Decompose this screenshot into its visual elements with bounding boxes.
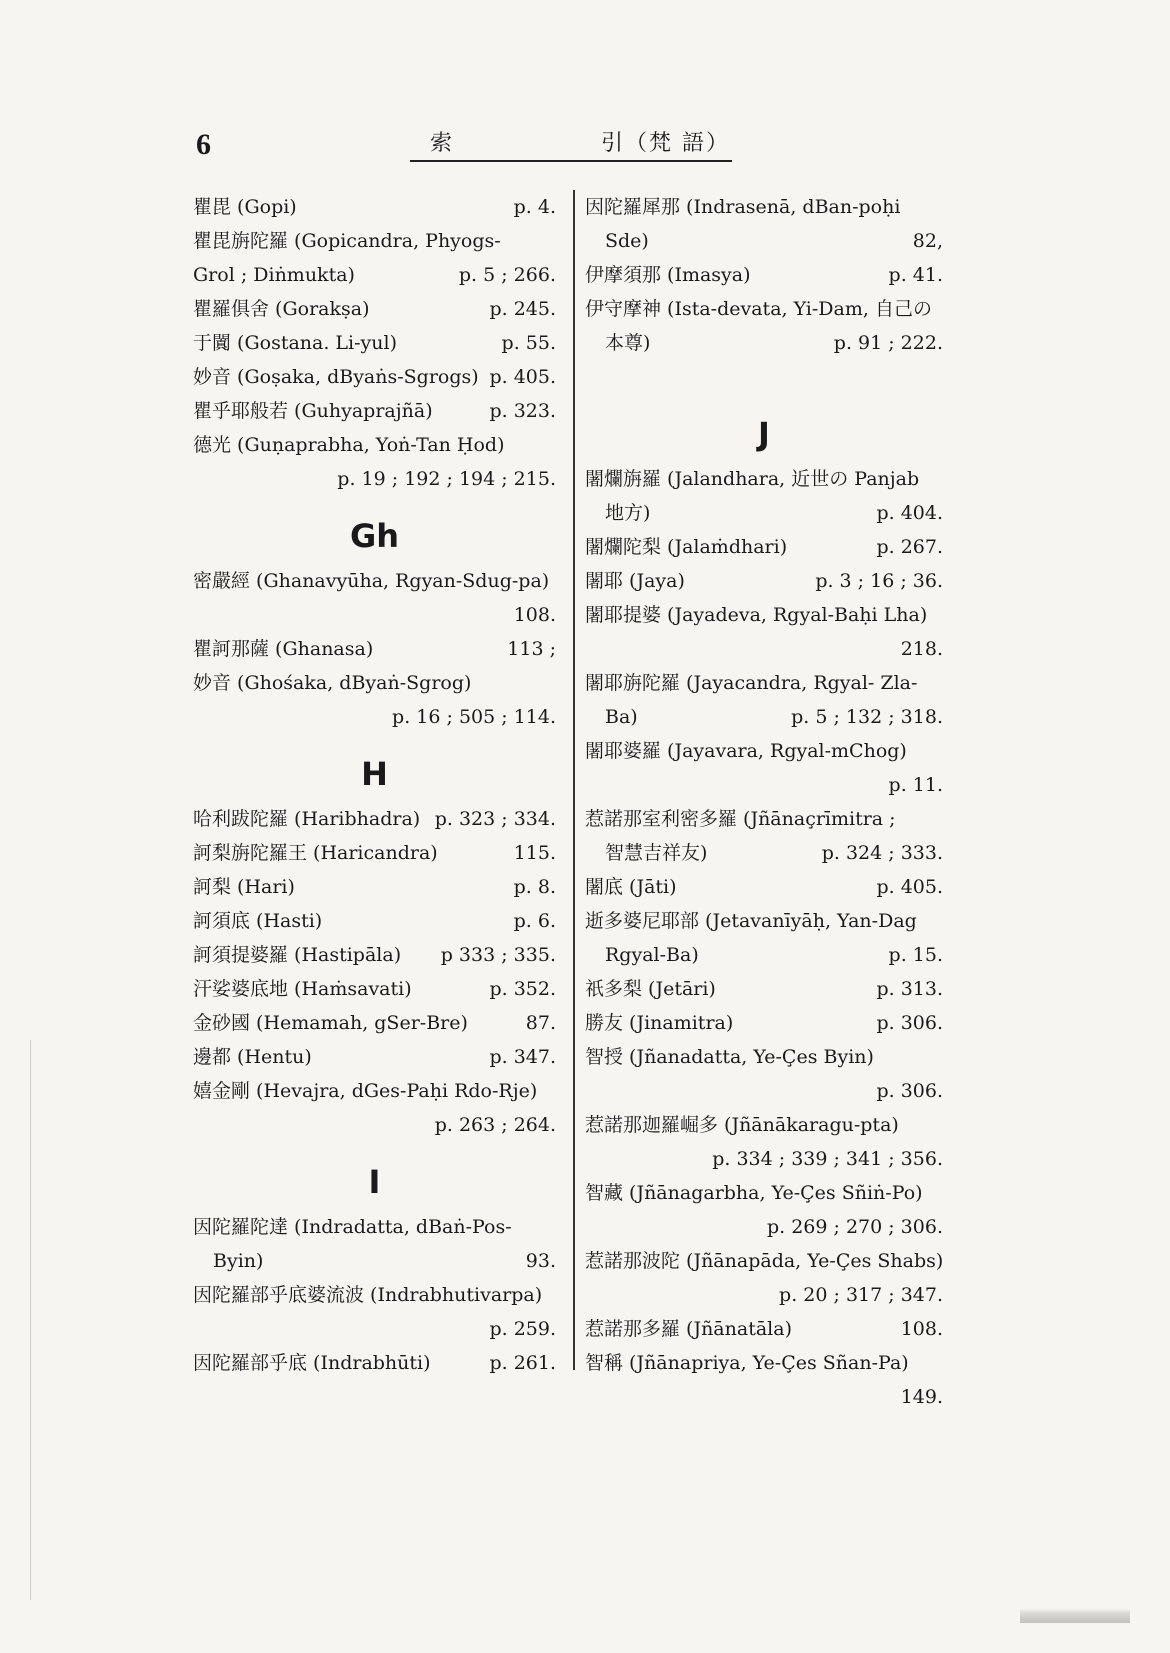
entry-term: 因陀羅部乎底 (Indrabhūti)	[193, 1352, 431, 1374]
index-line	[193, 258, 556, 292]
entry-term: 伊守摩神 (Ista-devata, Yi-Dam, 自己の	[585, 298, 932, 320]
index-line	[585, 1380, 943, 1414]
entry-term: 訶梨旃陀羅王 (Haricandra)	[193, 842, 438, 864]
entry-pages: p. 306.	[876, 1012, 943, 1034]
entry-pages: p. 334 ; 339 ; 341 ; 356.	[712, 1148, 943, 1170]
gh-entries	[193, 564, 556, 734]
index-line	[585, 1312, 943, 1346]
index-line	[585, 530, 943, 564]
index-line	[585, 1142, 943, 1176]
entry-term: 訶須提婆羅 (Hastipāla)	[193, 944, 402, 966]
index-line	[193, 1312, 556, 1346]
index-line	[585, 870, 943, 904]
entry-pages: p. 347.	[489, 1046, 556, 1068]
entry-term: 智藏 (Jñānagarbha, Ye-Çes Sñiṅ-Po)	[585, 1182, 923, 1204]
index-line	[585, 1244, 943, 1278]
entry-pages: 218.	[900, 638, 943, 660]
entry-term: 智稱 (Jñānapriya, Ye-Çes Sñan-Pa)	[585, 1352, 909, 1374]
entry-pages: 149.	[900, 1386, 943, 1408]
index-line	[193, 836, 556, 870]
index-line	[585, 496, 943, 530]
index-line	[193, 462, 556, 496]
entry-term: 惹諾那波陀 (Jñānapāda, Ye-Çes Shabs)	[585, 1250, 944, 1272]
entry-term: 哈利跋陀羅 (Haribhadra)	[193, 808, 421, 830]
index-line	[585, 836, 943, 870]
index-line	[585, 1346, 943, 1380]
entry-term: 逝多婆尼耶部 (Jetavanīyāḥ, Yan-Dag	[585, 910, 917, 932]
entry-pages: p. 269 ; 270 ; 306.	[766, 1216, 943, 1238]
index-line	[193, 326, 556, 360]
entry-term: 妙音 (Goṣaka, dByaṅs-Sgrogs)	[193, 366, 479, 388]
entry-pages: p. 11.	[888, 774, 943, 796]
index-line	[585, 326, 943, 360]
entry-term: 因陀羅陀達 (Indradatta, dBaṅ-Pos-	[193, 1216, 512, 1238]
entry-pages: p. 324 ; 333.	[821, 842, 943, 864]
index-line	[585, 666, 943, 700]
index-line	[585, 1040, 943, 1074]
index-line	[193, 1278, 556, 1312]
section-heading-i: I	[368, 1163, 381, 1201]
index-line	[585, 190, 943, 224]
index-line	[585, 938, 943, 972]
index-line	[585, 598, 943, 632]
index-line	[585, 802, 943, 836]
entry-term: 因陀羅部乎底婆流波 (Indrabhutivarpa)	[193, 1284, 543, 1306]
entry-pages: p. 19 ; 192 ; 194 ; 215.	[337, 468, 556, 490]
index-line	[193, 1108, 556, 1142]
index-line	[585, 564, 943, 598]
entry-pages: 82,	[912, 230, 943, 252]
index-line	[193, 598, 556, 632]
spacer	[585, 360, 943, 394]
index-line	[193, 666, 556, 700]
header-rule	[410, 160, 732, 162]
index-line	[193, 938, 556, 972]
entry-pages: p. 404.	[876, 502, 943, 524]
entry-pages: p. 20 ; 317 ; 347.	[779, 1284, 943, 1306]
entry-term: 伊摩須那 (Imasya)	[585, 264, 751, 286]
entry-term: 闍耶旃陀羅 (Jayacandra, Rgyal- Zla-	[585, 672, 918, 694]
entry-term: 邊都 (Hentu)	[193, 1046, 312, 1068]
index-line	[585, 292, 943, 326]
left-column	[193, 190, 556, 1380]
entry-pages: p. 3 ; 16 ; 36.	[815, 570, 943, 592]
index-line	[193, 394, 556, 428]
j-entries	[585, 462, 943, 1414]
entry-term: Sde)	[605, 230, 649, 252]
entry-term: 勝友 (Jinamitra)	[585, 1012, 734, 1034]
index-line	[193, 224, 556, 258]
entry-term: 智慧吉祥友)	[605, 842, 708, 864]
index-line	[585, 972, 943, 1006]
entry-term: 祇多梨 (Jetāri)	[585, 978, 716, 1000]
index-line	[193, 904, 556, 938]
entry-term: 地方)	[605, 502, 651, 524]
index-line	[585, 1074, 943, 1108]
entry-pages: 87.	[525, 1012, 556, 1034]
index-line	[193, 632, 556, 666]
index-line	[193, 1244, 556, 1278]
page-number: 6	[196, 128, 211, 161]
entry-term: Rgyal-Ba)	[605, 944, 699, 966]
index-line	[193, 1074, 556, 1108]
header-right: 引（梵 語）	[601, 131, 730, 156]
scan-artifact	[1020, 1599, 1130, 1623]
index-line	[193, 190, 556, 224]
entry-term: 瞿訶那薩 (Ghanasa)	[193, 638, 374, 660]
entry-term: 瞿乎耶般若 (Guhyaprajñā)	[193, 400, 433, 422]
entry-pages: p. 4.	[513, 196, 556, 218]
section-heading-j: J	[758, 415, 770, 453]
h-entries	[193, 802, 556, 1142]
entry-pages: p. 323.	[489, 400, 556, 422]
entry-term: Grol ; Diṅmukta)	[193, 264, 355, 286]
entry-term: 闍耶 (Jaya)	[585, 570, 685, 592]
entry-pages: 113 ;	[507, 638, 556, 660]
entry-term: 妙音 (Ghośaka, dByaṅ-Sgrog)	[193, 672, 472, 694]
page-header	[430, 126, 730, 157]
index-line	[193, 564, 556, 598]
entry-term: 瞿羅俱舍 (Gorakṣa)	[193, 298, 370, 320]
entry-term: Ba)	[605, 706, 638, 728]
entry-term: 訶梨 (Hari)	[193, 876, 295, 898]
entry-pages: p. 323 ; 334.	[434, 808, 556, 830]
entry-pages: p. 263 ; 264.	[434, 1114, 556, 1136]
entry-term: 惹諾那多羅 (Jñānatāla)	[585, 1318, 792, 1340]
entry-pages: p. 5 ; 132 ; 318.	[791, 706, 943, 728]
entry-term: 闍耶婆羅 (Jayavara, Rgyal-mChog)	[585, 740, 907, 762]
entry-term: 惹諾那迦羅崛多 (Jñānākaragu-pta)	[585, 1114, 899, 1136]
entry-term: 金砂國 (Hemamah, gSer-Bre)	[193, 1012, 468, 1034]
index-line	[193, 360, 556, 394]
entry-pages: p. 6.	[513, 910, 556, 932]
entry-pages: p. 267.	[876, 536, 943, 558]
entry-pages: p. 245.	[489, 298, 556, 320]
index-line	[193, 1346, 556, 1380]
entry-pages: 108.	[900, 1318, 943, 1340]
column-divider	[573, 190, 575, 1370]
entry-term: 密嚴經 (Ghanavyūha, Rgyan-Sdug-pa)	[193, 570, 550, 592]
entry-term: 因陀羅犀那 (Indrasenā, dBan-poḥi	[585, 196, 901, 218]
index-line	[585, 224, 943, 258]
index-line	[585, 1210, 943, 1244]
entry-pages: p. 313.	[876, 978, 943, 1000]
entry-pages: p. 306.	[876, 1080, 943, 1102]
entry-term: 瞿毘 (Gopi)	[193, 196, 297, 218]
index-line	[193, 292, 556, 326]
scan-edge	[30, 1040, 31, 1600]
entry-term: 闍耶提婆 (Jayadeva, Rgyal-Baḥi Lha)	[585, 604, 928, 626]
entry-term: 于闐 (Gostana. Li-yul)	[193, 332, 397, 354]
entry-term: 訶須底 (Hasti)	[193, 910, 323, 932]
entry-pages: p. 41.	[888, 264, 943, 286]
entry-pages: p. 405.	[876, 876, 943, 898]
entry-pages: 93.	[525, 1250, 556, 1272]
index-line	[193, 700, 556, 734]
index-line	[193, 428, 556, 462]
entry-term: 嬉金剛 (Hevajra, dGes-Paḥi Rdo-Rje)	[193, 1080, 538, 1102]
entry-term: 闍爛陀梨 (Jalaṁdhari)	[585, 536, 788, 558]
entry-pages: p. 5 ; 266.	[458, 264, 556, 286]
index-line	[585, 258, 943, 292]
index-line	[193, 1040, 556, 1074]
entry-pages: p 333 ; 335.	[440, 944, 556, 966]
entry-term: 瞿毘旃陀羅 (Gopicandra, Phyogs-	[193, 230, 501, 252]
index-line	[193, 1210, 556, 1244]
entry-term: Byin)	[213, 1250, 264, 1272]
entry-pages: p. 91 ; 222.	[833, 332, 943, 354]
entry-term: 闍底 (Jāti)	[585, 876, 677, 898]
entry-term: 本尊)	[605, 332, 651, 354]
section-heading-gh: Gh	[349, 517, 400, 555]
entry-term: 惹諾那室利密多羅 (Jñānaçrīmitra ;	[585, 808, 896, 830]
entry-term: 闍爛旃羅 (Jalandhara, 近世の Panjab	[585, 468, 920, 490]
entry-pages: p. 352.	[489, 978, 556, 1000]
entry-pages: p. 55.	[501, 332, 556, 354]
index-line	[585, 1006, 943, 1040]
index-line	[585, 1176, 943, 1210]
index-line	[585, 734, 943, 768]
entry-pages: p. 8.	[513, 876, 556, 898]
index-line	[585, 1278, 943, 1312]
index-line	[193, 802, 556, 836]
index-line	[193, 972, 556, 1006]
header-left: 索	[430, 131, 455, 156]
entry-pages: p. 405.	[489, 366, 556, 388]
index-line	[585, 632, 943, 666]
right-column	[585, 190, 943, 1414]
entry-pages: p. 16 ; 505 ; 114.	[392, 706, 556, 728]
left-entries	[193, 190, 556, 496]
index-line	[585, 1108, 943, 1142]
index-line	[193, 1006, 556, 1040]
index-line	[585, 904, 943, 938]
i-entries	[193, 1210, 556, 1380]
entry-pages: p. 261.	[489, 1352, 556, 1374]
entry-pages: 115.	[513, 842, 556, 864]
right-entries	[585, 190, 943, 360]
index-line	[585, 700, 943, 734]
entry-term: 德光 (Guṇaprabha, Yoṅ-Tan Ḥod)	[193, 434, 505, 456]
entry-pages: p. 259.	[489, 1318, 556, 1340]
entry-term: 汗娑婆底地 (Haṁsavati)	[193, 978, 412, 1000]
section-heading-h: H	[361, 755, 388, 793]
index-line	[193, 870, 556, 904]
entry-term: 智授 (Jñanadatta, Ye-Çes Byin)	[585, 1046, 874, 1068]
index-line	[585, 768, 943, 802]
entry-pages: p. 15.	[888, 944, 943, 966]
entry-pages: 108.	[513, 604, 556, 626]
index-line	[585, 462, 943, 496]
